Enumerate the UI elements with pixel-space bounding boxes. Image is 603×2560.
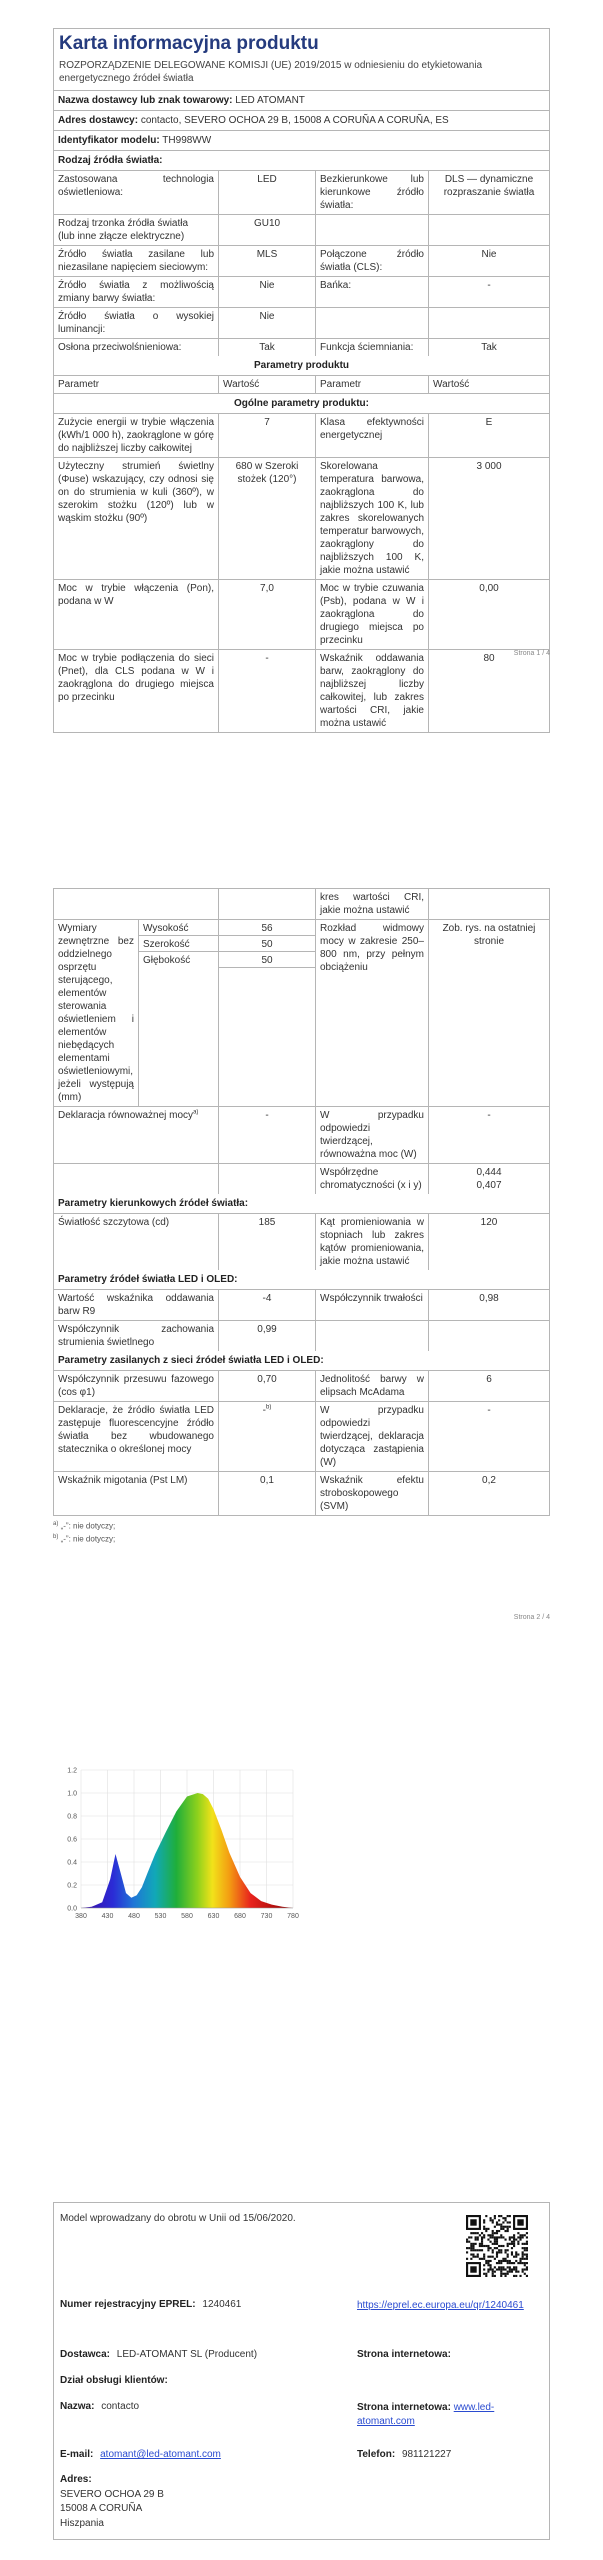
supplier-row	[54, 91, 549, 111]
type-value: MLS	[219, 246, 316, 276]
dimension-value: 56	[219, 920, 315, 936]
eprel-value: 1240461	[202, 2299, 242, 2310]
led-param: Wartość wskaźnika oddawania barw R9	[54, 1290, 219, 1320]
params-header-col1: Parametr	[54, 376, 219, 393]
model-row	[54, 131, 549, 151]
website-info	[357, 2349, 451, 2360]
equiv-row	[54, 1164, 549, 1194]
directional-param: Światłość szczytowa (cd)	[54, 1214, 219, 1270]
general-rows	[54, 414, 549, 732]
mains-rows	[54, 1371, 549, 1515]
card-supplier-label: Dostawca:	[60, 2349, 111, 2360]
type-value2	[429, 308, 549, 338]
type-row	[54, 308, 549, 339]
equiv-param2: Współrzędne chromatyczności (x i y)	[316, 1164, 429, 1194]
y-tick-label: 0.0	[67, 1905, 77, 1913]
x-tick-label: 530	[154, 1913, 167, 1920]
general-row	[54, 458, 549, 580]
supplier-value: LED ATOMANT	[235, 94, 305, 106]
general-param: Moc w trybie podłączenia do sieci (Pnet), dla CLS podana w W i zaokrąglona do drugiego miejsca po przecinku	[54, 650, 219, 732]
phone-info	[357, 2449, 451, 2460]
mains-value2: 6	[486, 1374, 492, 1385]
mains-value2: -	[487, 1405, 491, 1416]
dimension-name: Głębokość	[143, 955, 191, 966]
y-tick-label: 0.2	[67, 1882, 77, 1890]
general-param: Użyteczny strumień świetlny (Φuse) wskazujący, czy odnosi się on do strumienia w kuli (360º), w szerokim stożku (120º) lub w wąskim stożku (90º)	[54, 458, 219, 579]
type-param2: Funkcja ściemniania:	[316, 339, 429, 356]
dimension-value: 50	[219, 936, 315, 952]
type-param2: Bańka:	[316, 277, 429, 307]
type-value2: DLS — dynamiczne rozpraszanie światła	[443, 173, 535, 198]
mains-param: Deklaracje, że źródło światła LED zastępuje fluorescencyjne źródło światła bez wbudowanego statecznika o określonej mocy	[54, 1402, 219, 1471]
dimension-name: Szerokość	[139, 936, 218, 952]
address-line-1: SEVERO OCHOA 29 B	[60, 2488, 164, 2500]
card-supplier-value: LED-ATOMANT SL (Producent)	[116, 2349, 258, 2360]
address-line-2: 15008 A CORUÑA	[60, 2503, 143, 2514]
product-sheet-page-2	[53, 888, 550, 1516]
website2-label: Strona internetowa:	[357, 2402, 451, 2413]
address-row	[54, 111, 549, 131]
x-tick-label: 780	[287, 1913, 299, 1920]
mains-value: 0,70	[219, 1371, 316, 1401]
website2-link[interactable]: www.led-atomant.com	[357, 2402, 495, 2427]
type-param2	[316, 215, 429, 245]
general-row	[54, 650, 549, 732]
general-value: 680 w Szeroki stożek (120°)	[219, 458, 316, 579]
mains-section-row	[54, 1351, 549, 1371]
led-value: -4	[219, 1290, 316, 1320]
x-tick-label: 630	[207, 1913, 220, 1920]
directional-row	[54, 1214, 549, 1270]
general-row	[54, 580, 549, 650]
mains-value2: 0,2	[482, 1475, 496, 1486]
y-tick-label: 1.2	[67, 1767, 77, 1775]
rows2	[54, 1107, 549, 1194]
mains-value: -$^{b)}$	[219, 1402, 316, 1471]
email-label: E-mail:	[60, 2449, 94, 2460]
params-header-col4: Wartość	[433, 378, 470, 390]
footnote-b: $^{b)}$ „-”: nie dotyczy;	[53, 1534, 116, 1545]
spectrum-chart	[53, 1750, 303, 1930]
type-value2: Nie	[481, 248, 497, 260]
spectrum-area	[81, 1793, 293, 1908]
equiv-param	[54, 1164, 219, 1194]
params-header-col3: Parametr	[316, 376, 429, 393]
equiv-value	[219, 1164, 316, 1194]
type-row	[54, 171, 549, 215]
address-value: contacto, SEVERO OCHOA 29 B, 15008 A CORUÑA A CORUÑA, ES	[140, 114, 449, 126]
general-value2: 80	[483, 652, 495, 664]
page-title: Karta informacyjna produktu	[59, 33, 319, 54]
spectrum-label: Rozkład widmowy mocy w zakresie 250–800 nm, przy pełnym obciążeniu	[316, 920, 429, 1106]
address-info	[60, 2473, 164, 2531]
continued-cri-text: kres wartości CRI, jakie można ustawić	[316, 889, 429, 919]
mains-param: Wskaźnik migotania (Pst LM)	[54, 1472, 219, 1515]
type-section-heading: Rodzaj źródła światła:	[58, 154, 163, 166]
type-value: GU10	[219, 215, 316, 245]
card-address-label: Adres:	[60, 2474, 92, 2485]
mains-row	[54, 1472, 549, 1515]
led-value: 0,99	[219, 1321, 316, 1351]
supplier-label: Nazwa dostawcy lub znak towarowy:	[58, 94, 233, 106]
type-param: Zastosowana technologia oświetleniowa:	[54, 171, 219, 214]
type-param2: Bezkierunkowe lub kierunkowe źródło światła:	[316, 171, 429, 214]
supplier-info	[60, 2349, 257, 2360]
general-section-row	[54, 394, 549, 414]
name-label: Nazwa:	[60, 2401, 95, 2412]
general-value: -	[219, 650, 316, 732]
spectrum-chart-svg	[53, 1750, 303, 1930]
dir-section-row	[54, 1194, 549, 1214]
continued-row	[54, 889, 549, 920]
y-tick-label: 0.6	[67, 1836, 77, 1844]
led-value2	[429, 1321, 549, 1351]
y-tick-label: 0.8	[67, 1813, 77, 1821]
phone-value: 981121227	[401, 2449, 452, 2460]
x-tick-label: 480	[128, 1913, 140, 1920]
eprel-label: Numer rejestracyjny EPREL:	[60, 2299, 196, 2310]
phone-label: Telefon:	[357, 2449, 396, 2460]
dimensions-names	[139, 920, 218, 1106]
website-label: Strona internetowa:	[357, 2349, 451, 2360]
footnotes	[53, 1520, 550, 1547]
dimension-value: 50	[219, 952, 315, 968]
address-label: Adres dostawcy:	[58, 114, 139, 126]
dimensions-label: Wymiary zewnętrzne bez oddzielnego osprzętu sterującego, elementów sterowania oświetleniem i elementów niebędących elementami oświetleniowymi, jeżeli występują (mm)	[54, 920, 139, 1106]
type-param: Źródło światła z możliwością zmiany barwy światła:	[54, 277, 219, 307]
spectrum-value: Zob. rys. na ostatniej stronie	[442, 923, 536, 947]
email-link[interactable]: atomant@led-atomant.com	[100, 2449, 221, 2460]
y-tick-label: 0.4	[67, 1859, 77, 1867]
type-value2: -	[487, 279, 491, 291]
equiv-value2: -	[487, 1110, 491, 1121]
mains-value: 0,1	[219, 1472, 316, 1515]
contact-name	[60, 2401, 139, 2412]
led-param2: Współczynnik trwałości	[316, 1290, 429, 1320]
type-param2: Połączone źródło światła (CLS):	[316, 246, 429, 276]
led-row	[54, 1290, 549, 1321]
directional-value2: 120	[480, 1217, 498, 1228]
x-tick-label: 680	[234, 1913, 246, 1920]
product-sheet-page-1	[53, 28, 550, 733]
type-param: Osłona przeciwolśnieniowa:	[54, 339, 219, 356]
type-value: Tak	[219, 339, 316, 356]
address-line-3: Hiszpania	[60, 2517, 104, 2529]
x-tick-label: 730	[260, 1913, 273, 1920]
page-2	[53, 888, 550, 1621]
led-param2	[316, 1321, 429, 1351]
y-tick-label: 1.0	[67, 1790, 77, 1798]
general-value2: 0,00	[479, 582, 499, 594]
mains-param2: Jednolitość barwy w elipsach McAdama	[316, 1371, 429, 1401]
mains-row	[54, 1402, 549, 1472]
equiv-row	[54, 1107, 549, 1164]
equiv-value: -	[219, 1107, 316, 1163]
eprel-number	[60, 2299, 241, 2310]
header-block	[54, 29, 549, 91]
dimension-name: Wysokość	[139, 920, 218, 936]
params-header-row	[54, 376, 549, 394]
dir-rows	[54, 1214, 549, 1270]
mains-section-heading: Parametry zasilanych z sieci źródeł światła LED i OLED:	[58, 1355, 324, 1366]
type-value: Nie	[219, 277, 316, 307]
general-param2: Moc w trybie czuwania (Psb), podana w W i zaokrąglona do drugiego miejsca po przecinku	[316, 580, 429, 649]
general-value2: 3 000	[476, 460, 502, 472]
general-section-heading: Ogólne parametry produktu:	[233, 397, 369, 409]
type-value2: Tak	[481, 341, 497, 353]
type-row	[54, 246, 549, 277]
params-header-col2: Wartość	[219, 376, 316, 393]
type-param: Źródło światła zasilane lub niezasilane napięciem sieciowym:	[54, 246, 219, 276]
footnote-a: $^{a)}$ „-”: nie dotyczy;	[53, 1521, 116, 1531]
customer-dept	[60, 2375, 168, 2386]
general-value2: E	[485, 416, 493, 428]
directional-param2: Kąt promieniowania w stopniach lub zakres kątów promieniowania, jakie można ustawić	[316, 1214, 429, 1270]
type-row	[54, 277, 549, 308]
mains-param2: W przypadku odpowiedzi twierdzącej, deklaracja dotycząca zastąpienia (W)	[316, 1402, 429, 1471]
params-section-heading: Parametry produktu	[253, 359, 350, 371]
params-section-row	[54, 356, 549, 376]
model-value: TH998WW	[162, 134, 212, 146]
general-value: 7	[219, 414, 316, 457]
led-value2: 0,98	[479, 1293, 499, 1304]
equiv-value2: 0,444 0,407	[476, 1167, 502, 1191]
general-param: Zużycie energii w trybie włączenia (kWh/1 000 h), zaokrąglone w górę do najbliższej liczby całkowitej	[54, 414, 219, 457]
page-number-2: Strona 2 / 4	[513, 1614, 550, 1621]
page-1	[53, 28, 550, 733]
x-tick-label: 580	[181, 1913, 193, 1920]
dept-label: Dział obsługi klientów:	[60, 2375, 168, 2386]
general-row	[54, 414, 549, 458]
general-param: Moc w trybie włączenia (Pon), podana w W	[54, 580, 219, 649]
email-info	[60, 2449, 221, 2460]
mains-footnote-mark: b)	[266, 1404, 272, 1411]
equiv-param: Deklaracja równoważnej mocy$^{a)}$	[54, 1107, 219, 1163]
eprel-link[interactable]	[357, 2299, 537, 2313]
led-section-heading: Parametry źródeł światła LED i OLED:	[58, 1274, 238, 1285]
regulation-text: ROZPORZĄDZENIE DELEGOWANE KOMISJI (UE) 2019/2015 w odniesieniu do etykietowania energetycznego źródeł światła	[59, 59, 483, 85]
equiv-footnote-mark: a)	[193, 1109, 199, 1116]
general-param2: Wskaźnik oddawania barw, zaokrąglony do najbliższej liczby całkowitej, lub zakres wartości CRI, jakie można ustawić	[316, 650, 429, 732]
dimensions-values	[219, 920, 316, 1106]
page-number-1: Strona 1 / 4	[513, 650, 550, 657]
equiv-param2: W przypadku odpowiedzi twierdzącej, równoważna moc (W)	[316, 1107, 429, 1163]
x-tick-label: 380	[75, 1913, 87, 1920]
qr-code-icon[interactable]	[466, 2215, 528, 2277]
led-row	[54, 1321, 549, 1351]
type-param: Rodzaj trzonka źródła światła (lub inne złącze elektryczne)	[54, 215, 219, 245]
general-param2: Klasa efektywności energetycznej	[316, 414, 429, 457]
type-row	[54, 215, 549, 246]
type-section-row	[54, 151, 549, 171]
general-value: 7,0	[219, 580, 316, 649]
led-param: Współczynnik zachowania strumienia świetlnego	[54, 1321, 219, 1351]
eprel-card	[53, 2202, 550, 2540]
led-rows	[54, 1290, 549, 1351]
type-param2	[316, 308, 429, 338]
x-tick-label: 430	[101, 1913, 114, 1920]
type-row	[54, 339, 549, 356]
website2-info	[357, 2401, 537, 2429]
type-rows	[54, 171, 549, 356]
type-param: Źródło światła o wysokiej luminancji:	[54, 308, 219, 338]
model-label: Identyfikator modelu:	[58, 134, 160, 146]
type-value: Nie	[219, 308, 316, 338]
mains-row	[54, 1371, 549, 1402]
name-value: contacto	[101, 2401, 140, 2412]
led-section-row	[54, 1270, 549, 1290]
card-intro: Model wprowadzany do obrotu w Unii od 15/06/2020.	[60, 2213, 296, 2224]
mains-param2: Wskaźnik efektu stroboskopowego (SVM)	[316, 1472, 429, 1515]
general-param2: Skorelowana temperatura barwowa, zaokrąglona do najbliższych 100 K, lub zakres skorelowanych temperatur barwowych, zaokrąglony do najbliższych 100 K, jakie można ustawić	[316, 458, 429, 579]
directional-value: 185	[219, 1214, 316, 1270]
mains-param: Współczynnik przesuwu fazowego (cos φ1)	[54, 1371, 219, 1401]
type-value: LED	[219, 171, 316, 214]
eprel-url[interactable]: https://eprel.ec.europa.eu/qr/1240461	[357, 2300, 524, 2311]
dir-section-heading: Parametry kierunkowych źródeł światła:	[58, 1198, 249, 1209]
dimensions-row	[54, 920, 549, 1107]
type-value2	[429, 215, 549, 245]
